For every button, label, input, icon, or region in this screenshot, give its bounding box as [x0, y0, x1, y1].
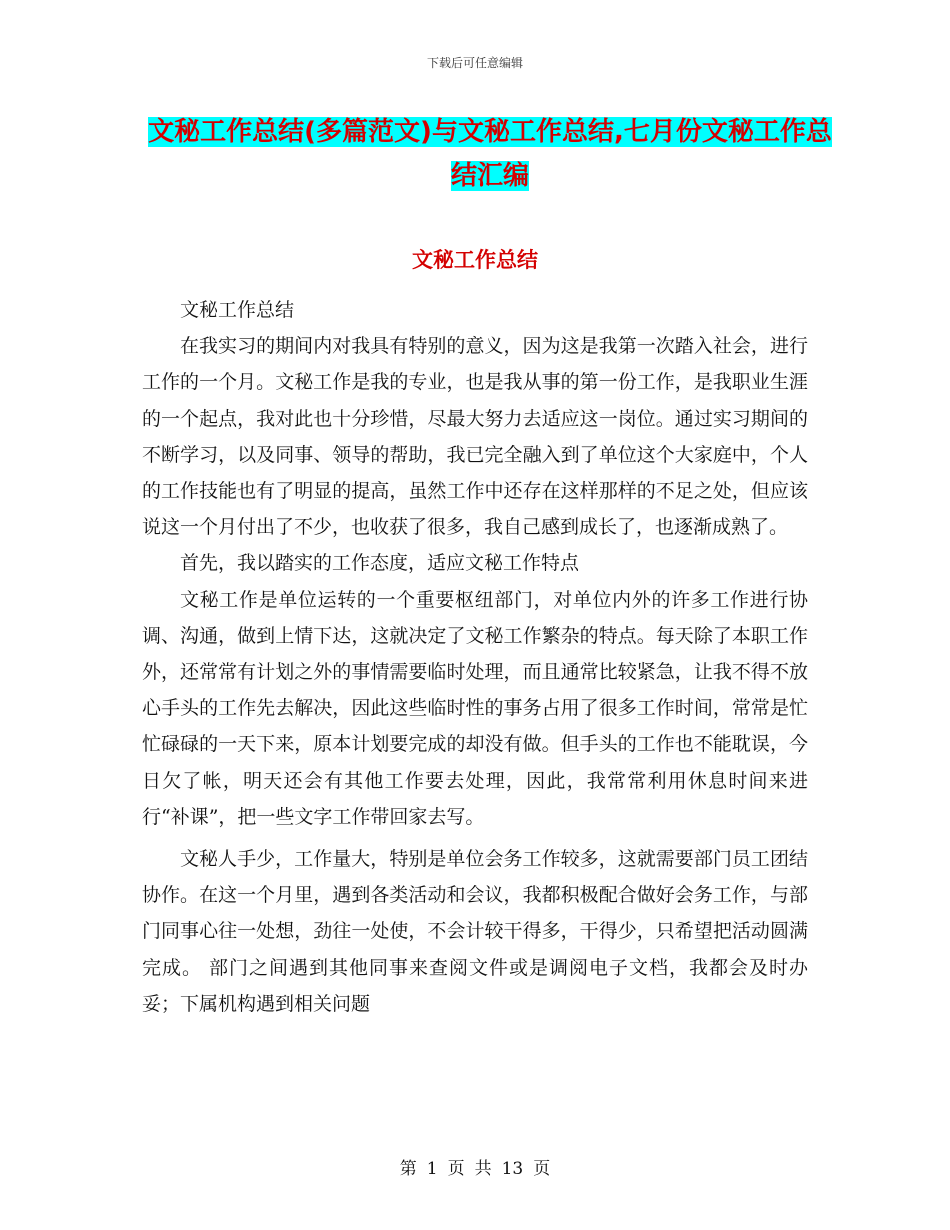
paragraph: 文秘人手少，工作量大，特别是单位会务工作较多，这就需要部门员工团结协作。在这一个月里，遇到各类活动和会议，我都积极配合做好会务工作，与部门同事心往一处想，劲往一处使，不会计较干得多，干得少，只希望把活动圆满完成。 部门之间遇到其他同事来查阅文件或是调阅电子文档，我都会及时办妥；下属机构遇到相关问题	[142, 848, 808, 1015]
paragraph: 文秘工作是单位运转的一个重要枢纽部门，对单位内外的许多工作进行协调、沟通，做到上情下达，这就决定了文秘工作繁杂的特点。每天除了本职工作外，还常常有计划之外的事情需要临时处理，而且通常比较紧急，让我不得不放心手头的工作先去解决，因此这些临时性的事务占用了很多工作时间，常常是忙忙碌碌的一天下来，原本计划要完成的却没有做。但手头的工作也不能耽误，今日欠了帐，明天还会有其他工作要去处理，因此，我常常利用休息时间来进行“补课”，把一些文字工作带回家去写。	[142, 588, 808, 828]
header-note: 下载后可任意编辑	[426, 56, 523, 70]
total-pages-number: 13	[501, 1159, 524, 1179]
paragraph-point-heading: 首先，我以踏实的工作态度，适应文秘工作特点	[180, 552, 580, 575]
page-label-mid-2: 共	[474, 1159, 492, 1179]
page-label-suffix: 页	[533, 1159, 551, 1179]
page-label-prefix: 第	[399, 1159, 417, 1179]
body-text	[142, 292, 808, 1022]
paragraph-subtitle: 文秘工作总结	[180, 299, 295, 321]
page-footer	[0, 1154, 950, 1179]
section-heading: 文秘工作总结	[412, 248, 538, 272]
paragraph: 在我实习的期间内对我具有特别的意义，因为这是我第一次踏入社会，进行工作的一个月。文秘工作是我的专业，也是我从事的第一份工作，是我职业生涯的一个起点，我对此也十分珍惜，尽最大努力去适应这一岗位。通过实习期间的不断学习，以及同事、领导的帮助，我已完全融入到了单位这个大家庭中，个人的工作技能也有了明显的提高，虽然工作中还存在这样那样的不足之处，但应该说这一个月付出了不少，也收获了很多，我自己感到成长了，也逐渐成熟了。	[142, 335, 808, 539]
current-page-number: 1	[426, 1159, 438, 1179]
page-label-mid-1: 页	[447, 1159, 465, 1179]
document-title-text: 文秘工作总结(多篇范文)与文秘工作总结,七月份文秘工作总结汇编	[148, 117, 832, 191]
document-title	[140, 110, 840, 198]
